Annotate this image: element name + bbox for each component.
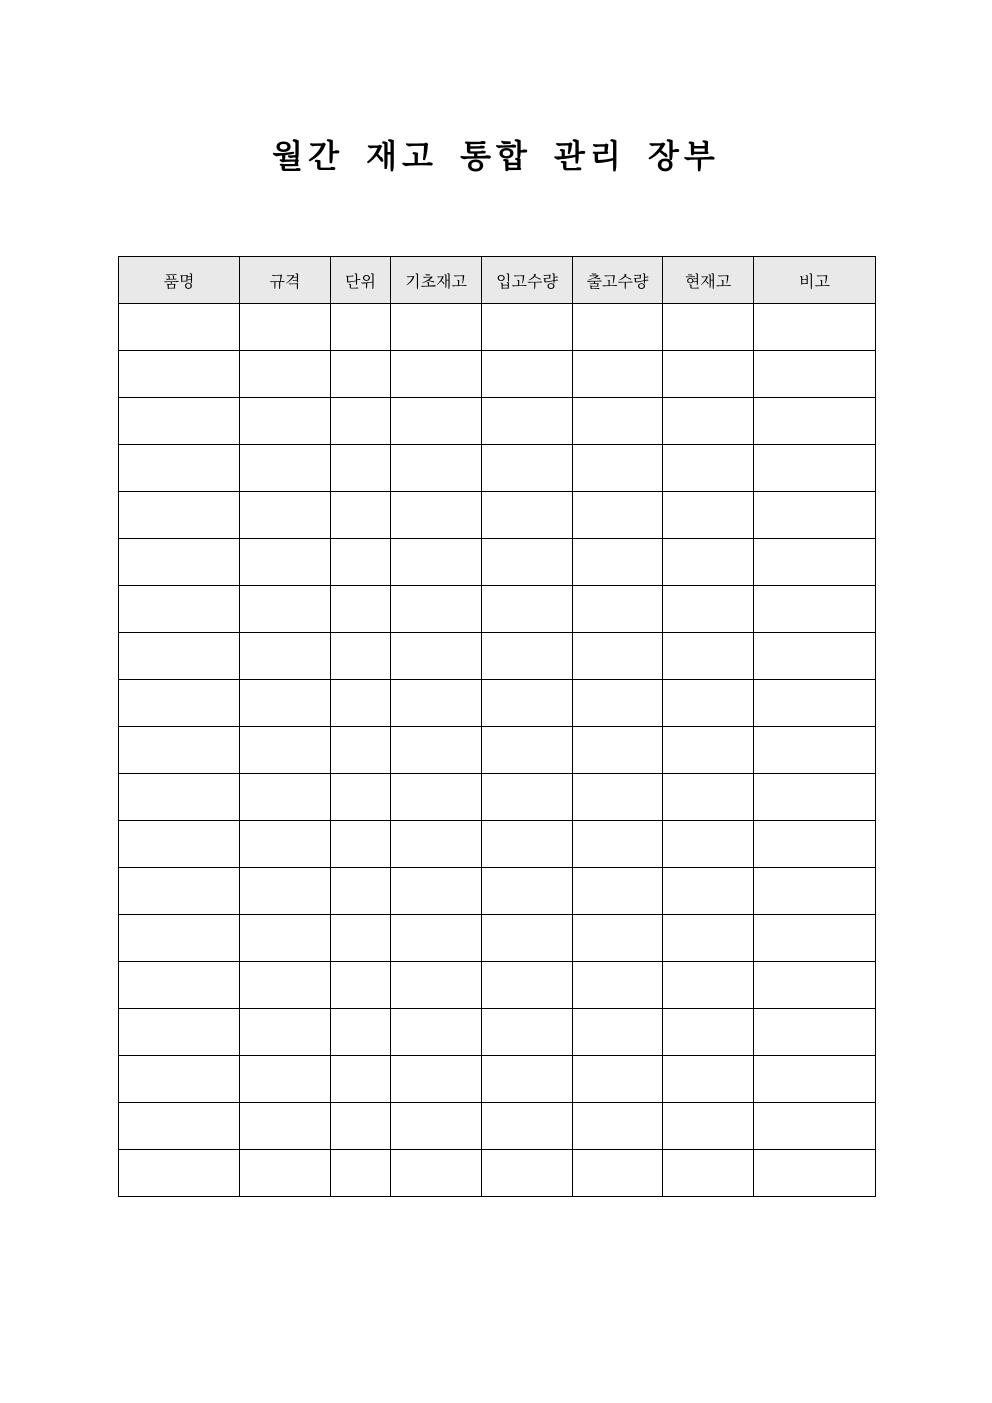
cell-received-qty[interactable] bbox=[482, 727, 573, 774]
cell-issued-qty[interactable] bbox=[573, 680, 663, 727]
cell-issued-qty[interactable] bbox=[573, 915, 663, 962]
cell-item-name[interactable] bbox=[119, 633, 240, 680]
cell-current-stock[interactable] bbox=[663, 492, 754, 539]
table-row bbox=[119, 1056, 876, 1103]
cell-remarks[interactable] bbox=[754, 304, 876, 351]
cell-issued-qty[interactable] bbox=[573, 727, 663, 774]
cell-issued-qty[interactable] bbox=[573, 962, 663, 1009]
cell-received-qty[interactable] bbox=[482, 445, 573, 492]
cell-unit[interactable] bbox=[331, 821, 391, 868]
cell-unit[interactable] bbox=[331, 1056, 391, 1103]
cell-issued-qty[interactable] bbox=[573, 1150, 663, 1197]
table-row bbox=[119, 680, 876, 727]
cell-current-stock[interactable] bbox=[663, 1103, 754, 1150]
cell-issued-qty[interactable] bbox=[573, 398, 663, 445]
cell-remarks[interactable] bbox=[754, 680, 876, 727]
cell-received-qty[interactable] bbox=[482, 962, 573, 1009]
cell-item-name[interactable] bbox=[119, 774, 240, 821]
cell-spec[interactable] bbox=[240, 586, 331, 633]
cell-opening-stock[interactable] bbox=[391, 774, 482, 821]
cell-spec[interactable] bbox=[240, 1056, 331, 1103]
cell-item-name[interactable] bbox=[119, 962, 240, 1009]
cell-unit[interactable] bbox=[331, 962, 391, 1009]
cell-issued-qty[interactable] bbox=[573, 1009, 663, 1056]
table-row bbox=[119, 351, 876, 398]
cell-issued-qty[interactable] bbox=[573, 539, 663, 586]
cell-unit[interactable] bbox=[331, 915, 391, 962]
table-row bbox=[119, 633, 876, 680]
cell-remarks[interactable] bbox=[754, 351, 876, 398]
header-remarks: 비고 bbox=[754, 257, 876, 304]
cell-unit[interactable] bbox=[331, 774, 391, 821]
cell-received-qty[interactable] bbox=[482, 821, 573, 868]
cell-current-stock[interactable] bbox=[663, 398, 754, 445]
cell-remarks[interactable] bbox=[754, 1056, 876, 1103]
table-row bbox=[119, 915, 876, 962]
cell-received-qty[interactable] bbox=[482, 1056, 573, 1103]
table-row bbox=[119, 586, 876, 633]
table-row bbox=[119, 539, 876, 586]
cell-received-qty[interactable] bbox=[482, 351, 573, 398]
cell-opening-stock[interactable] bbox=[391, 492, 482, 539]
cell-remarks[interactable] bbox=[754, 1009, 876, 1056]
cell-opening-stock[interactable] bbox=[391, 1103, 482, 1150]
cell-opening-stock[interactable] bbox=[391, 962, 482, 1009]
header-current-stock: 현재고 bbox=[663, 257, 754, 304]
cell-issued-qty[interactable] bbox=[573, 351, 663, 398]
cell-spec[interactable] bbox=[240, 774, 331, 821]
cell-opening-stock[interactable] bbox=[391, 680, 482, 727]
cell-current-stock[interactable] bbox=[663, 351, 754, 398]
cell-spec[interactable] bbox=[240, 304, 331, 351]
cell-unit[interactable] bbox=[331, 633, 391, 680]
cell-current-stock[interactable] bbox=[663, 821, 754, 868]
cell-remarks[interactable] bbox=[754, 915, 876, 962]
cell-received-qty[interactable] bbox=[482, 492, 573, 539]
table-row bbox=[119, 304, 876, 351]
table-row bbox=[119, 398, 876, 445]
cell-spec[interactable] bbox=[240, 727, 331, 774]
cell-item-name[interactable] bbox=[119, 398, 240, 445]
cell-received-qty[interactable] bbox=[482, 1150, 573, 1197]
cell-item-name[interactable] bbox=[119, 821, 240, 868]
table-row bbox=[119, 1009, 876, 1056]
cell-opening-stock[interactable] bbox=[391, 633, 482, 680]
cell-current-stock[interactable] bbox=[663, 774, 754, 821]
cell-spec[interactable] bbox=[240, 398, 331, 445]
cell-current-stock[interactable] bbox=[663, 586, 754, 633]
cell-unit[interactable] bbox=[331, 492, 391, 539]
cell-opening-stock[interactable] bbox=[391, 868, 482, 915]
cell-current-stock[interactable] bbox=[663, 1056, 754, 1103]
cell-current-stock[interactable] bbox=[663, 868, 754, 915]
cell-opening-stock[interactable] bbox=[391, 821, 482, 868]
cell-remarks[interactable] bbox=[754, 1103, 876, 1150]
table-row bbox=[119, 1103, 876, 1150]
header-unit: 단위 bbox=[331, 257, 391, 304]
cell-issued-qty[interactable] bbox=[573, 304, 663, 351]
table-body bbox=[119, 304, 876, 1197]
cell-received-qty[interactable] bbox=[482, 680, 573, 727]
cell-received-qty[interactable] bbox=[482, 868, 573, 915]
cell-opening-stock[interactable] bbox=[391, 586, 482, 633]
cell-unit[interactable] bbox=[331, 1103, 391, 1150]
table-row bbox=[119, 492, 876, 539]
table-row bbox=[119, 868, 876, 915]
cell-unit[interactable] bbox=[331, 727, 391, 774]
cell-spec[interactable] bbox=[240, 492, 331, 539]
header-received-qty: 입고수량 bbox=[482, 257, 573, 304]
cell-spec[interactable] bbox=[240, 1150, 331, 1197]
cell-spec[interactable] bbox=[240, 1009, 331, 1056]
cell-opening-stock[interactable] bbox=[391, 398, 482, 445]
cell-spec[interactable] bbox=[240, 445, 331, 492]
cell-current-stock[interactable] bbox=[663, 539, 754, 586]
cell-current-stock[interactable] bbox=[663, 304, 754, 351]
cell-item-name[interactable] bbox=[119, 680, 240, 727]
cell-unit[interactable] bbox=[331, 586, 391, 633]
cell-item-name[interactable] bbox=[119, 1150, 240, 1197]
cell-opening-stock[interactable] bbox=[391, 304, 482, 351]
cell-remarks[interactable] bbox=[754, 539, 876, 586]
cell-issued-qty[interactable] bbox=[573, 633, 663, 680]
cell-received-qty[interactable] bbox=[482, 915, 573, 962]
cell-issued-qty[interactable] bbox=[573, 1103, 663, 1150]
cell-current-stock[interactable] bbox=[663, 962, 754, 1009]
header-opening-stock: 기초재고 bbox=[391, 257, 482, 304]
cell-current-stock[interactable] bbox=[663, 727, 754, 774]
cell-current-stock[interactable] bbox=[663, 633, 754, 680]
table-row bbox=[119, 727, 876, 774]
table-row bbox=[119, 1150, 876, 1197]
cell-issued-qty[interactable] bbox=[573, 586, 663, 633]
cell-unit[interactable] bbox=[331, 398, 391, 445]
cell-received-qty[interactable] bbox=[482, 539, 573, 586]
cell-remarks[interactable] bbox=[754, 962, 876, 1009]
cell-unit[interactable] bbox=[331, 351, 391, 398]
cell-opening-stock[interactable] bbox=[391, 445, 482, 492]
cell-remarks[interactable] bbox=[754, 774, 876, 821]
cell-unit[interactable] bbox=[331, 868, 391, 915]
cell-opening-stock[interactable] bbox=[391, 1009, 482, 1056]
cell-received-qty[interactable] bbox=[482, 774, 573, 821]
cell-spec[interactable] bbox=[240, 680, 331, 727]
header-issued-qty: 출고수량 bbox=[573, 257, 663, 304]
cell-opening-stock[interactable] bbox=[391, 539, 482, 586]
cell-item-name[interactable] bbox=[119, 1009, 240, 1056]
cell-opening-stock[interactable] bbox=[391, 351, 482, 398]
cell-issued-qty[interactable] bbox=[573, 445, 663, 492]
cell-issued-qty[interactable] bbox=[573, 774, 663, 821]
cell-remarks[interactable] bbox=[754, 586, 876, 633]
cell-remarks[interactable] bbox=[754, 821, 876, 868]
cell-item-name[interactable] bbox=[119, 1103, 240, 1150]
header-item-name: 품명 bbox=[119, 257, 240, 304]
table-row bbox=[119, 445, 876, 492]
cell-current-stock[interactable] bbox=[663, 680, 754, 727]
page-title: 월간 재고 통합 관리 장부 bbox=[272, 137, 720, 175]
cell-current-stock[interactable] bbox=[663, 915, 754, 962]
cell-item-name[interactable] bbox=[119, 351, 240, 398]
cell-received-qty[interactable] bbox=[482, 304, 573, 351]
header-spec: 규격 bbox=[240, 257, 331, 304]
cell-item-name[interactable] bbox=[119, 539, 240, 586]
cell-remarks[interactable] bbox=[754, 633, 876, 680]
cell-unit[interactable] bbox=[331, 445, 391, 492]
cell-spec[interactable] bbox=[240, 539, 331, 586]
cell-received-qty[interactable] bbox=[482, 586, 573, 633]
cell-item-name[interactable] bbox=[119, 492, 240, 539]
cell-item-name[interactable] bbox=[119, 586, 240, 633]
cell-remarks[interactable] bbox=[754, 868, 876, 915]
table-row bbox=[119, 962, 876, 1009]
cell-opening-stock[interactable] bbox=[391, 1150, 482, 1197]
cell-item-name[interactable] bbox=[119, 868, 240, 915]
cell-issued-qty[interactable] bbox=[573, 492, 663, 539]
cell-spec[interactable] bbox=[240, 351, 331, 398]
cell-opening-stock[interactable] bbox=[391, 727, 482, 774]
cell-issued-qty[interactable] bbox=[573, 868, 663, 915]
cell-remarks[interactable] bbox=[754, 445, 876, 492]
cell-issued-qty[interactable] bbox=[573, 821, 663, 868]
cell-remarks[interactable] bbox=[754, 727, 876, 774]
cell-item-name[interactable] bbox=[119, 727, 240, 774]
cell-spec[interactable] bbox=[240, 1103, 331, 1150]
cell-item-name[interactable] bbox=[119, 1056, 240, 1103]
cell-spec[interactable] bbox=[240, 868, 331, 915]
cell-issued-qty[interactable] bbox=[573, 1056, 663, 1103]
table-row bbox=[119, 774, 876, 821]
cell-remarks[interactable] bbox=[754, 492, 876, 539]
cell-spec[interactable] bbox=[240, 962, 331, 1009]
cell-unit[interactable] bbox=[331, 539, 391, 586]
cell-remarks[interactable] bbox=[754, 1150, 876, 1197]
cell-received-qty[interactable] bbox=[482, 398, 573, 445]
cell-unit[interactable] bbox=[331, 1150, 391, 1197]
cell-received-qty[interactable] bbox=[482, 1009, 573, 1056]
cell-opening-stock[interactable] bbox=[391, 915, 482, 962]
cell-spec[interactable] bbox=[240, 915, 331, 962]
cell-item-name[interactable] bbox=[119, 445, 240, 492]
cell-item-name[interactable] bbox=[119, 915, 240, 962]
table-row bbox=[119, 821, 876, 868]
cell-spec[interactable] bbox=[240, 633, 331, 680]
cell-opening-stock[interactable] bbox=[391, 1056, 482, 1103]
cell-unit[interactable] bbox=[331, 1009, 391, 1056]
table-header-row bbox=[119, 257, 876, 304]
cell-item-name[interactable] bbox=[119, 304, 240, 351]
cell-unit[interactable] bbox=[331, 304, 391, 351]
cell-received-qty[interactable] bbox=[482, 1103, 573, 1150]
cell-received-qty[interactable] bbox=[482, 633, 573, 680]
cell-current-stock[interactable] bbox=[663, 1009, 754, 1056]
cell-current-stock[interactable] bbox=[663, 445, 754, 492]
cell-remarks[interactable] bbox=[754, 398, 876, 445]
cell-unit[interactable] bbox=[331, 680, 391, 727]
cell-spec[interactable] bbox=[240, 821, 331, 868]
inventory-ledger-table bbox=[118, 256, 876, 1197]
cell-current-stock[interactable] bbox=[663, 1150, 754, 1197]
